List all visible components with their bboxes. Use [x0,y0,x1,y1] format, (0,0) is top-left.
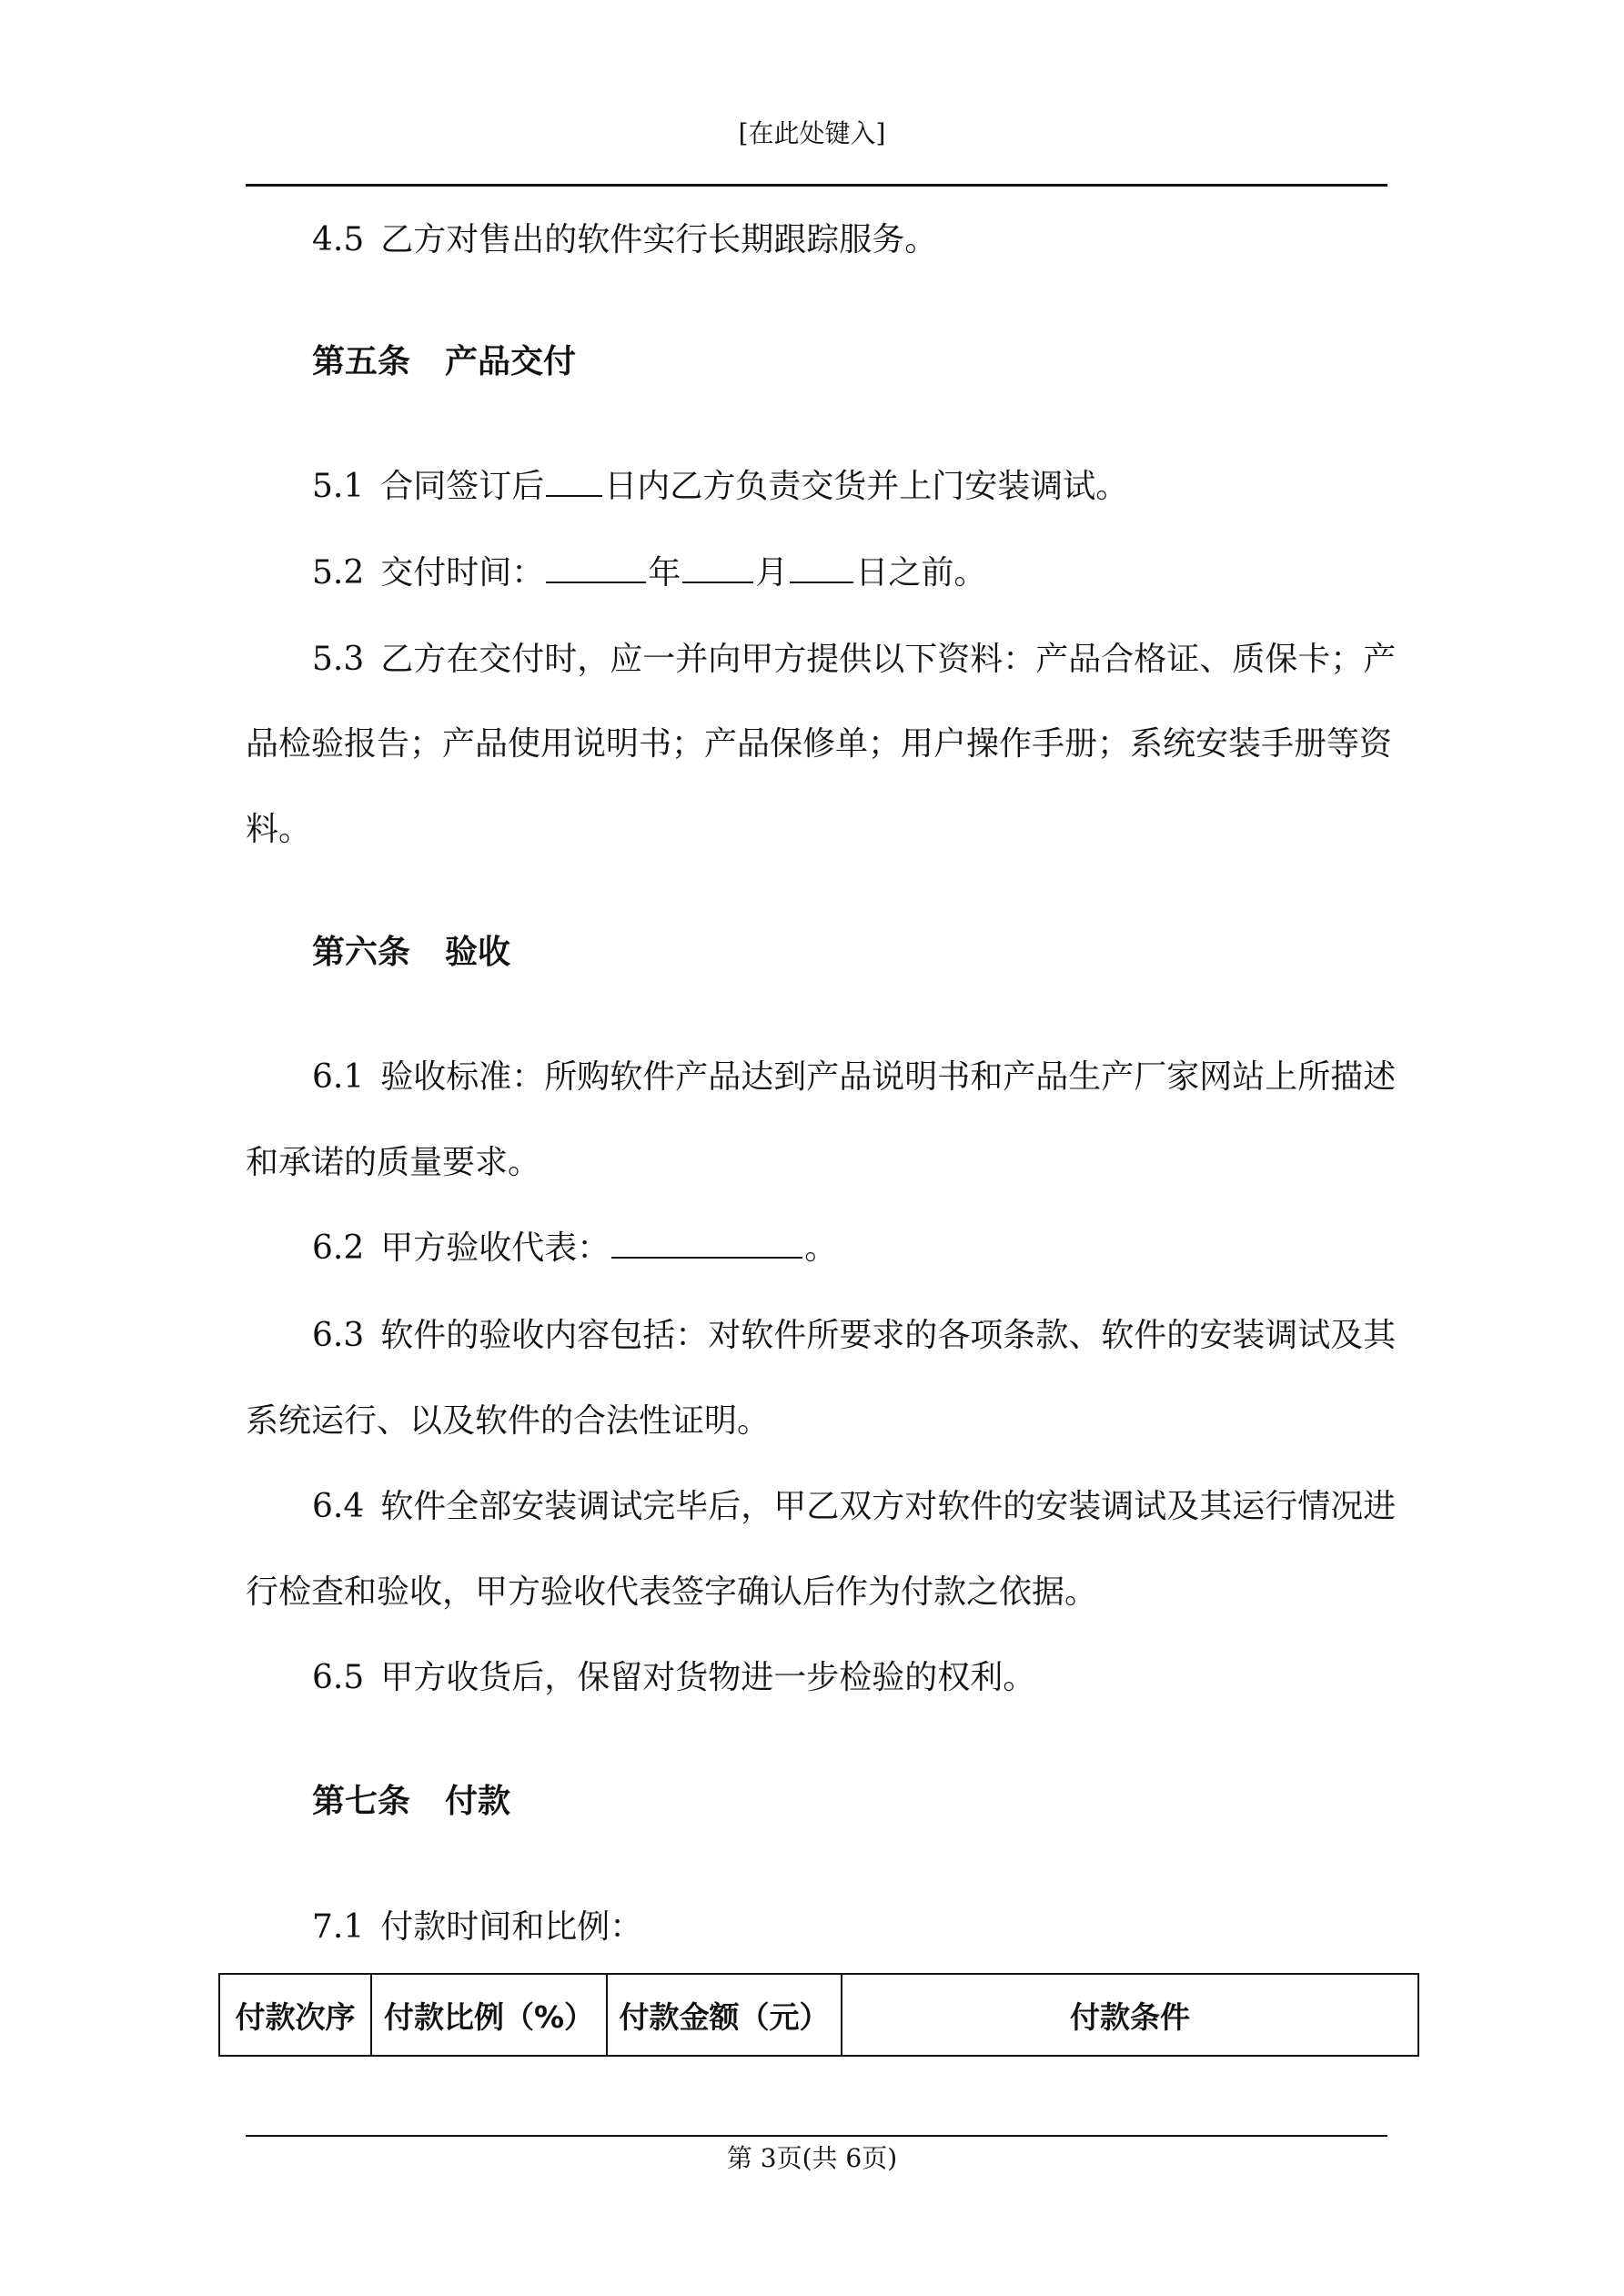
clause-text: 软件的验收内容包括：对软件所要求的各项条款、软件的安装调试及其 [380,1317,1397,1354]
clause-6-5 [312,1658,1035,1698]
clause-5-3-continued: 品检验报告；产品使用说明书；产品保修单；用户操作手册；系统安装手册等资 [246,725,1393,763]
clause-7-1 [312,1907,642,1947]
clause-6-2 [312,1229,837,1269]
clause-5-2 [312,553,986,593]
clause-6-4 [312,1487,1396,1527]
article-title: 验收 [445,934,511,971]
clause-4-5 [312,220,937,260]
article-label: 第七条 [312,1783,411,1820]
clause-5-3-continued: 料。 [246,811,312,848]
month-label: 月 [755,554,789,592]
article-6-heading [312,933,510,973]
table-header-cell: 付款次序 [219,1974,371,2056]
clause-6-1 [312,1057,1396,1097]
fill-blank-representative[interactable] [611,1229,802,1259]
article-label: 第五条 [312,343,411,380]
clause-number: 6.1 [312,1058,365,1096]
clause-number: 6.5 [312,1659,365,1696]
article-title: 产品交付 [445,343,577,380]
article-label: 第六条 [312,934,411,971]
clause-number: 6.4 [312,1488,365,1525]
clause-number: 5.1 [312,468,365,505]
clause-text: 日内乙方负责交货并上门安装调试。 [604,468,1129,505]
article-7-heading [312,1782,510,1822]
clause-text: 验收标准：所购软件产品达到产品说明书和产品生产厂家网站上所描述 [380,1058,1397,1096]
clause-6-1-continued: 和承诺的质量要求。 [246,1144,541,1181]
clause-text: 乙方在交付时，应一并向甲方提供以下资料：产品合格证、质保卡；产 [380,641,1397,678]
table-header-cell: 付款比例（%） [371,1974,607,2056]
article-5-heading [312,342,576,382]
clause-text: 。 [804,1229,838,1267]
clause-number: 5.3 [312,641,365,678]
clause-number: 6.2 [312,1229,365,1267]
clause-5-1 [312,467,1128,507]
fill-blank-month[interactable] [682,554,753,583]
clause-text: 交付时间： [380,554,545,592]
clause-text: 软件全部安装调试完毕后，甲乙双方对软件的安装调试及其运行情况进 [380,1488,1397,1525]
clause-text: 合同签订后 [380,468,545,505]
clause-text: 付款时间和比例： [380,1908,643,1946]
day-label: 日之前。 [855,554,987,592]
clause-text: 甲方验收代表： [380,1229,610,1267]
table-header-row [219,1974,1418,2056]
footer-rule [246,2135,1387,2137]
fill-blank-day[interactable] [790,554,853,583]
clause-number: 4.5 [312,221,365,258]
clause-text: 甲方收货后，保留对货物进一步检验的权利。 [380,1659,1036,1696]
header-rule [246,184,1387,187]
clause-6-4-continued: 行检查和验收，甲方验收代表签字确认后作为付款之依据。 [246,1573,1098,1611]
year-label: 年 [648,554,681,592]
clause-text: 乙方对售出的软件实行长期跟踪服务。 [380,221,938,258]
article-title: 付款 [445,1783,511,1820]
page-number: 第 3页(共 6页) [726,2143,898,2173]
clause-6-3-continued: 系统运行、以及软件的合法性证明。 [246,1402,771,1440]
clause-number: 6.3 [312,1317,365,1354]
clause-6-3 [312,1316,1396,1356]
fill-blank-year[interactable] [546,554,646,583]
fill-blank-days[interactable] [546,468,602,497]
table-header-cell: 付款条件 [842,1974,1418,2056]
table-header-cell: 付款金额（元） [607,1974,842,2056]
clause-5-3 [312,640,1396,680]
payment-table [218,1973,1419,2057]
clause-number: 7.1 [312,1908,365,1946]
page-header: [在此处键入] [738,118,886,148]
clause-number: 5.2 [312,554,365,592]
